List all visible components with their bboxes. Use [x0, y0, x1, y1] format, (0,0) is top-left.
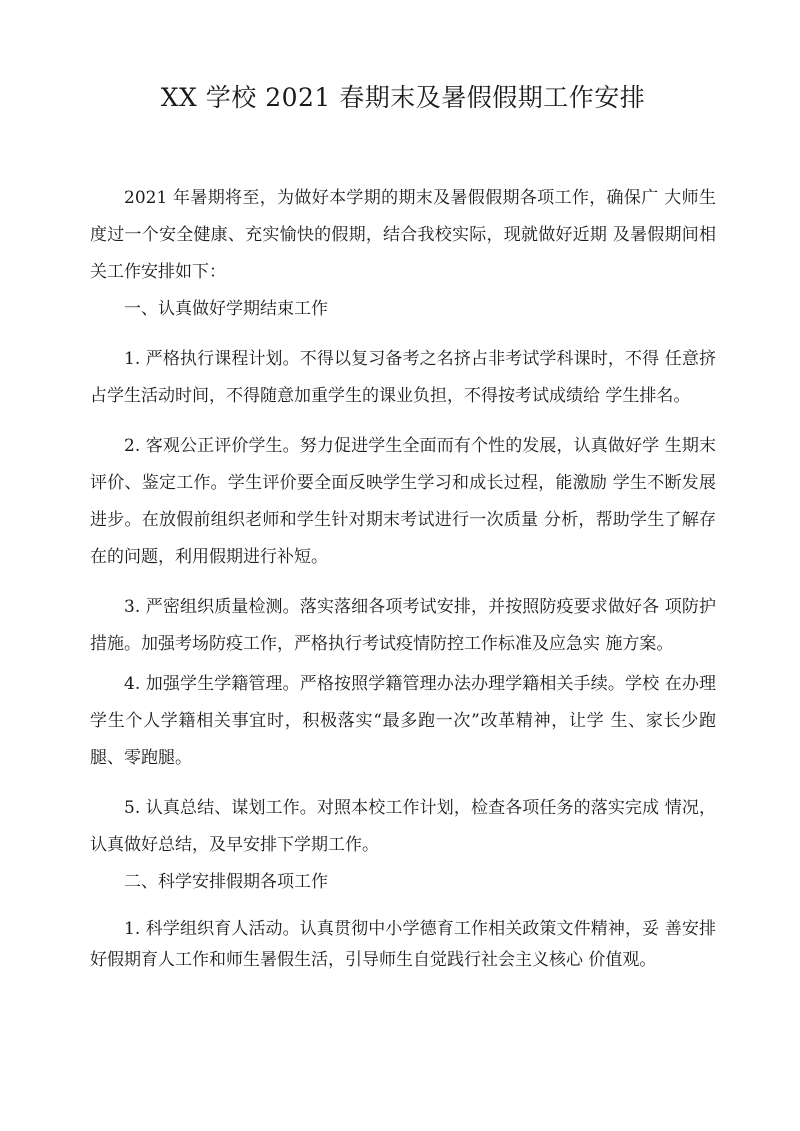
document-title: XX 学校 2021 春期末及暑假假期工作安排 — [160, 83, 646, 112]
section-1-item-4: 4. 加强学生学籍管理。严格按照学籍管理办法办理学籍相关手续。学校 在办理学生个人学籍相关事宜时，积极落实“最多跑一次”改革精神，让学 生、家长少跑腿、零跑腿。 — [90, 674, 716, 768]
section-1-item-2: 2. 客观公正评价学生。努力促进学生全面而有个性的发展，认真做好学 生期末评价、鉴定工作。学生评价要全面反映学生学习和成长过程，能激励 学生不断发展进步。在放假前组织老师和学生针对期末考试进行一次质量 分析，帮助学生了解存在的问题，利用假期进行补短。 — [90, 436, 716, 567]
section-1-heading: 一、认真做好学期结束工作 — [124, 299, 328, 319]
section-2-item-1: 1. 科学组织育人活动。认真贯彻中小学德育工作相关政策文件精神，妥 善安排好假期育人工作和师生暑假生活，引导师生自觉践行社会主义核心 价值观。 — [90, 919, 716, 970]
section-1-item-1: 1. 严格执行课程计划。不得以复习备考之名挤占非考试学科课时，不得 任意挤占学生活动时间，不得随意加重学生的课业负担，不得按考试成绩给 学生排名。 — [90, 349, 716, 406]
section-2-heading: 二、科学安排假期各项工作 — [124, 872, 328, 892]
section-1-item-3: 3. 严密组织质量检测。落实落细各项考试安排，并按照防疫要求做好各 项防护措施。加强考场防疫工作，严格执行考试疫情防控工作标准及应急实 施方案。 — [90, 597, 716, 654]
intro-paragraph: 2021 年暑期将至，为做好本学期的期末及暑假假期各项工作，确保广 大师生度过一个安全健康、充实愉快的假期，结合我校实际，现就做好近期 及暑假期间相关工作安排如下： — [90, 188, 716, 282]
section-1-item-5: 5. 认真总结、谋划工作。对照本校工作计划，检查各项任务的落实完成 情况，认真做好总结，及早安排下学期工作。 — [90, 798, 716, 855]
